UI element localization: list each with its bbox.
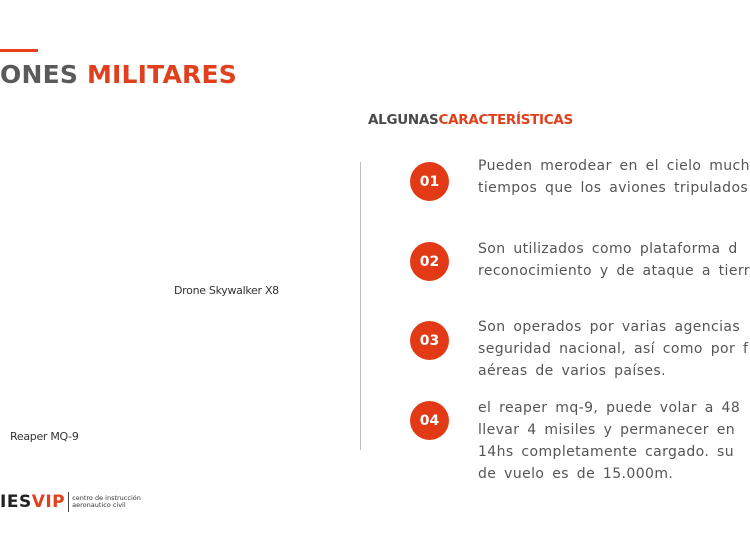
- number-badge-01: 01: [410, 162, 449, 201]
- vertical-divider: [360, 162, 361, 450]
- feature-item-line: 14hs completamente cargado. su: [478, 444, 734, 460]
- brand-tagline-line2: aeronautico civil: [72, 501, 126, 509]
- feature-item-line: reconocimiento y de ataque a tierr: [478, 263, 750, 279]
- feature-item-03: [478, 316, 749, 382]
- section-heading: [368, 112, 573, 128]
- brand-name-part1: IES: [0, 492, 32, 512]
- feature-item-04: [478, 397, 741, 485]
- feature-item-line: aéreas de varios países.: [478, 363, 666, 379]
- feature-item-line: Pueden merodear en el cielo much: [478, 158, 750, 174]
- caption-drone-skywalker: Drone Skywalker X8: [174, 284, 279, 297]
- feature-item-line: Son operados por varias agencias: [478, 319, 741, 335]
- section-heading-part2: CARACTERÍSTICAS: [438, 112, 573, 128]
- footer-logo: [0, 492, 141, 512]
- number-badge-04: 04: [410, 401, 449, 440]
- brand-name: [0, 492, 65, 512]
- page-title: [0, 60, 237, 89]
- feature-item-line: llevar 4 misiles y permanecer en: [478, 422, 736, 438]
- feature-item-line: de vuelo es de 15.000m.: [478, 466, 674, 482]
- number-badge-03: 03: [410, 321, 449, 360]
- title-accent-line: [0, 49, 38, 52]
- feature-item-02: [478, 238, 750, 282]
- logo-separator: [68, 492, 69, 512]
- page-title-part2: MILITARES: [86, 60, 237, 89]
- feature-item-line: seguridad nacional, así como por f: [478, 341, 749, 357]
- caption-reaper: Reaper MQ-9: [10, 430, 79, 443]
- brand-name-part2: VIP: [31, 492, 66, 512]
- brand-tagline: [72, 495, 141, 510]
- feature-item-line: tiempos que los aviones tripulados: [478, 180, 749, 196]
- feature-item-01: [478, 155, 750, 199]
- section-heading-part1: ALGUNAS: [368, 112, 439, 128]
- feature-item-line: Son utilizados como plataforma d: [478, 241, 738, 257]
- feature-item-line: el reaper mq-9, puede volar a 48: [478, 400, 741, 416]
- page-title-part1: ONES: [0, 60, 79, 89]
- number-badge-02: 02: [410, 242, 449, 281]
- brand-tagline-line1: centro de instrucción: [72, 493, 141, 502]
